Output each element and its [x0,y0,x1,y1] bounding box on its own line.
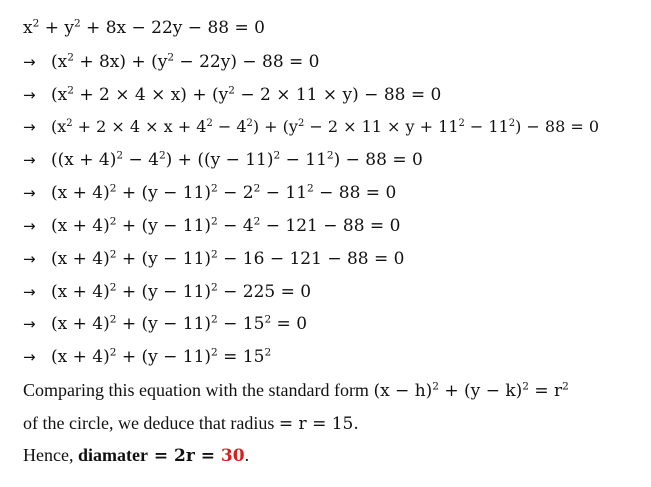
step-expression: $(x + 4)^2 + (y - 11)^2 - 2^2 - 11^2 - 88 = 0$ [51,182,397,203]
step-expression: $(x + 4)^2 + (y - 11)^2 - 15^2 = 0$ [51,313,308,334]
arrow-icon: → [23,86,36,104]
step-expression: $(x + 4)^2 + (y - 11)^2 - 4^2 - 121 - 88 = 0$ [51,215,401,236]
equation-step-3 [23,113,599,141]
diameter-expression: = 2r = [147,446,221,466]
equation-step-2 [23,81,441,109]
standard-form-expression: $(x - h)^2 + (y - k)^2 = r^2$ [373,380,569,401]
equation-step-0 [23,14,265,42]
step-expression: $(x + 4)^2 + (y - 11)^2 = 15^2$ [51,346,272,367]
arrow-icon: → [23,283,36,301]
arrow-icon: → [23,348,36,366]
diameter-label: diamater [77,445,148,465]
step-expression: $(x^2 + 2 \times 4 \times x + 4^2 - 4^2) + (y^2 - 2 \times 11 \times y + 11^2 - 11^2) - 88 = 0$ [51,117,600,136]
conclusion-prefix: Hence, [23,445,78,465]
equation-step-8 [23,278,311,306]
step-expression: $x^2 + y^2 + 8x - 22y - 88 = 0$ [23,17,265,38]
equation-step-1 [23,48,320,76]
radius-expression: = r = 15. [278,414,359,434]
answer-value: 30 [220,446,245,466]
arrow-icon: → [23,151,36,169]
equation-step-6 [23,212,400,240]
conclusion-line-2 [23,409,359,437]
equation-step-9 [23,310,307,338]
conclusion-text: Comparing this equation with the standard form [23,380,374,400]
step-expression: $((x + 4)^2 - 4^2) + ((y - 11)^2 - 11^2) - 88 = 0$ [51,149,423,170]
conclusion-line-3 [23,441,249,469]
arrow-icon: → [23,118,36,136]
arrow-icon: → [23,217,36,235]
conclusion-line-1 [23,376,569,404]
conclusion-text: of the circle, we deduce that radius [23,413,279,433]
period: . [244,445,250,465]
arrow-icon: → [23,315,36,333]
equation-step-4 [23,146,423,174]
equation-step-7 [23,245,404,273]
step-expression: $(x + 4)^2 + (y - 11)^2 - 16 - 121 - 88 = 0$ [51,248,405,269]
step-expression: $(x^2 + 2 \times 4 \times x) + (y^2 - 2 \times 11 \times y) - 88 = 0$ [51,84,442,105]
equation-step-5 [23,179,396,207]
arrow-icon: → [23,53,36,71]
equation-step-10 [23,343,271,371]
step-expression: $(x + 4)^2 + (y - 11)^2 - 225 = 0$ [51,281,312,302]
step-expression: $(x^2 + 8x) + (y^2 - 22y) - 88 = 0$ [51,51,320,72]
arrow-icon: → [23,184,36,202]
arrow-icon: → [23,250,36,268]
